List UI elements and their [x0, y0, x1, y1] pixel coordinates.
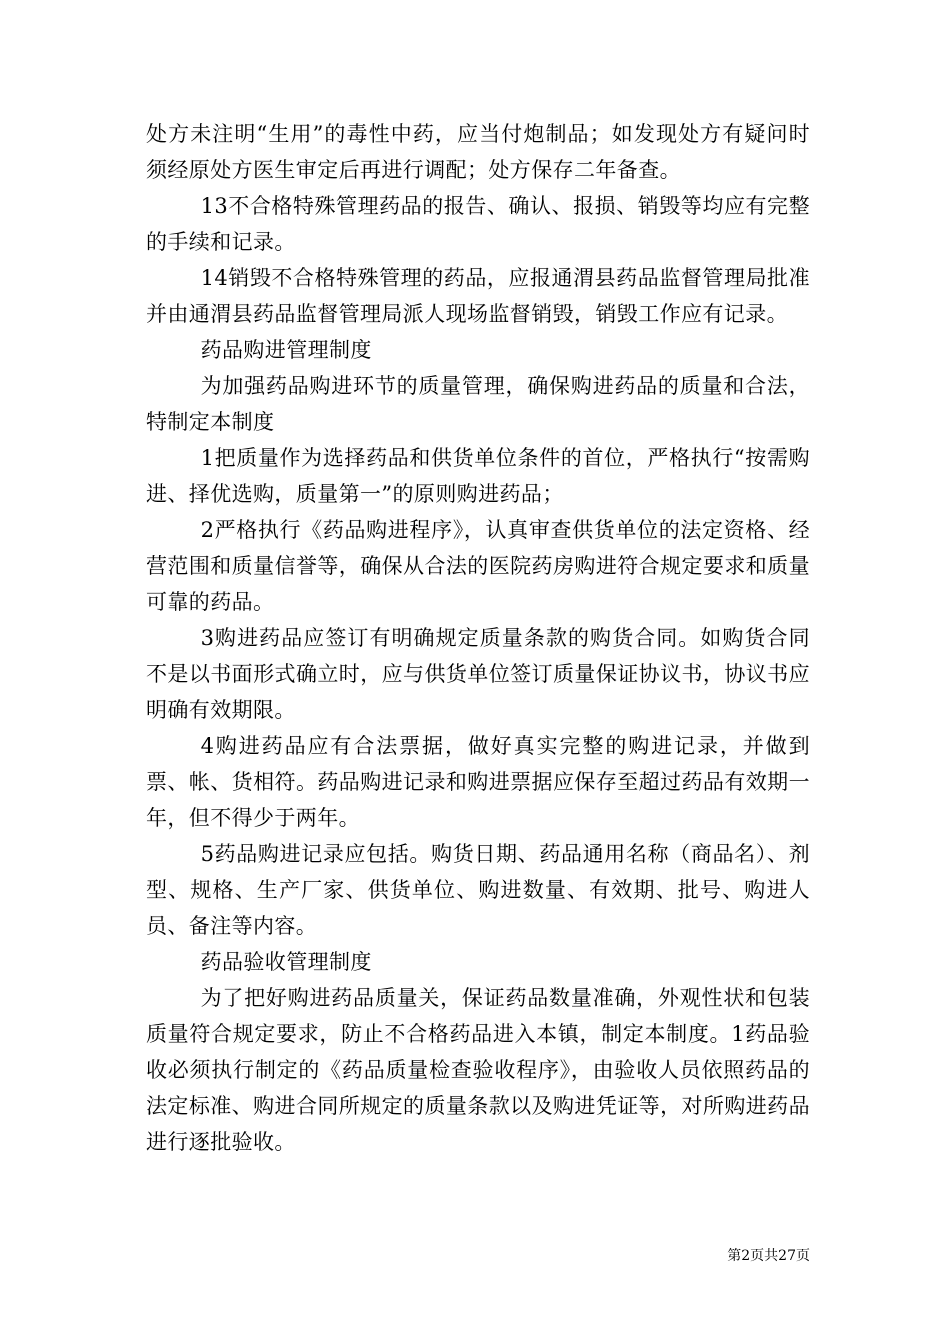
- paragraph-9: 4购进药品应有合法票据，做好真实完整的购进记录，并做到票、帐、货相符。药品购进记录和购进票据应保存至超过药品有效期一年，但不得少于两年。: [146, 734, 810, 830]
- paragraph-6: 1把质量作为选择药品和供货单位条件的首位，严格执行“按需购进、择优选购，质量第一”的原则购进药品；: [146, 446, 810, 506]
- paragraph-10: 5药品购进记录应包括。购货日期、药品通用名称（商品名）、剂型、规格、生产厂家、供货单位、购进数量、有效期、批号、购进人员、备注等内容。: [146, 842, 810, 938]
- paragraph-7: 2严格执行《药品购进程序》，认真审查供货单位的法定资格、经营范围和质量信誉等，确保从合法的医院药房购进符合规定要求和质量可靠的药品。: [146, 518, 810, 614]
- section-heading-acceptance: 药品验收管理制度: [200, 950, 372, 974]
- paragraph-2: 13不合格特殊管理药品的报告、确认、报损、销毁等均应有完整的手续和记录。: [146, 194, 810, 254]
- page-number: 第2页共27页: [727, 1248, 810, 1264]
- section-heading-purchase: 药品购进管理制度: [200, 338, 372, 362]
- paragraph-1: 处方未注明“生用”的毒性中药，应当付炮制品；如发现处方有疑问时须经原处方医生审定后再进行调配；处方保存二年备查。: [146, 122, 810, 182]
- paragraph-8: 3购进药品应签订有明确规定质量条款的购货合同。如购货合同不是以书面形式确立时，应与供货单位签订质量保证协议书，协议书应明确有效期限。: [146, 626, 810, 722]
- paragraph-3: 14销毁不合格特殊管理的药品，应报通渭县药品监督管理局批准并由通渭县药品监督管理局派人现场监督销毁，销毁工作应有记录。: [146, 266, 810, 326]
- paragraph-12: 为了把好购进药品质量关，保证药品数量准确，外观性状和包装质量符合规定要求，防止不合格药品进入本镇，制定本制度。1药品验收必须执行制定的《药品质量检查验收程序》，由验收人员依照药品的法定标准、购进合同所规定的质量条款以及购进凭证等，对所购进药品进行逐批验收。: [146, 986, 810, 1154]
- document-body: [146, 116, 810, 1160]
- paragraph-5: 为加强药品购进环节的质量管理，确保购进药品的质量和合法，特制定本制度: [146, 374, 810, 434]
